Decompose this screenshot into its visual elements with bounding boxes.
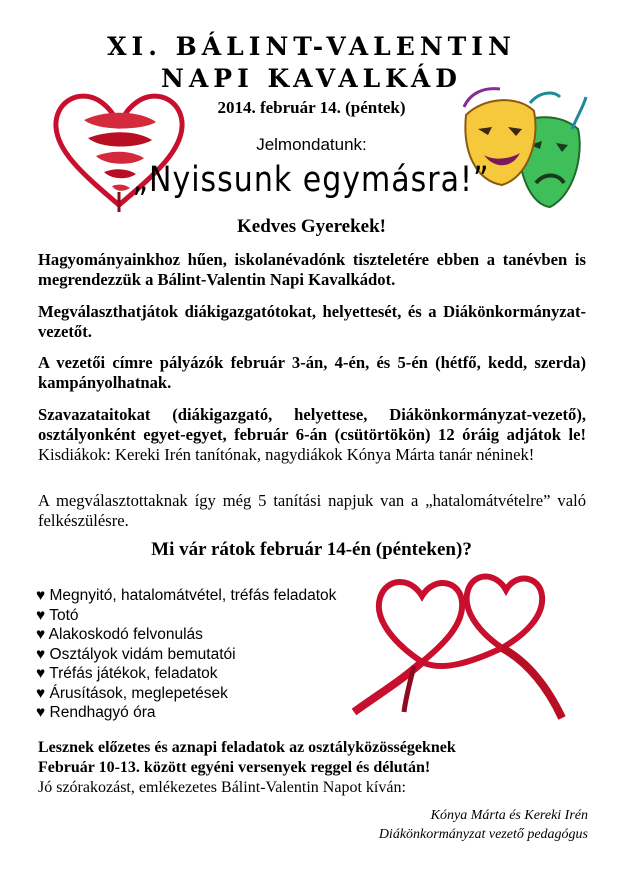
paragraph-preparation: A megválasztottaknak így még 5 tanítási napjuk van a „hatalomátvételre” való felkészülésre.: [38, 491, 586, 530]
signature-role: Diákönkormányzat vezető pedagógus: [378, 827, 588, 842]
list-item: ♥ Rendhagyó óra: [36, 704, 156, 721]
motto: „Nyissunk egymásra!”: [132, 160, 490, 201]
title-line-1: XI. BÁLINT-VALENTIN: [107, 32, 516, 61]
list-item: ♥ Tréfás játékok, feladatok: [36, 665, 218, 682]
list-item: ♥ Megnyitó, hatalomátvétel, tréfás feladatok: [36, 587, 337, 604]
list-item: ♥ Alakoskodó felvonulás: [36, 626, 203, 643]
heart-bullet-icon: ♥: [36, 626, 46, 643]
heart-bullet-icon: ♥: [36, 704, 46, 721]
paragraph-campaign: A vezetői címre pályázók február 3-án, 4-én, és 5-én (hétfő, kedd, szerda) kampányolhatnak.: [38, 353, 586, 392]
program-heading: Mi vár rátok február 14-én (pénteken)?: [151, 539, 472, 560]
ribbon-hearts-illustration: [352, 562, 592, 722]
greeting: Kedves Gyerekek!: [237, 216, 386, 237]
heart-bullet-icon: ♥: [36, 587, 46, 604]
heart-bullet-icon: ♥: [36, 665, 46, 682]
program-list: [36, 586, 336, 723]
voting-deadline-text: Szavazataitokat (diákigazgató, helyettese, Diákönkormányzat-vezető), osztályonként egyet-egyet, február 6-án (csütörtökön) 12 óráig adjátok le!: [38, 405, 586, 444]
heart-bullet-icon: ♥: [36, 684, 46, 702]
paragraph-tradition: Hagyományainkhoz hűen, iskolanévadónk tiszteletére ebben a tanévben is megrendezzük a Bálint-Valentin Napi Kavalkádot.: [38, 250, 586, 289]
heart-bullet-icon: ♥: [36, 606, 46, 624]
motto-label: Jelmondatunk:: [256, 135, 367, 154]
paragraph-election: Megválaszthatjátok diákigazgatótokat, helyettesét, és a Diákönkormányzat-vezetőt.: [38, 302, 586, 341]
list-item: ♥ Totó: [36, 606, 79, 624]
list-item: ♥ Árusítások, meglepetések: [36, 684, 228, 702]
closing-line-tasks: Lesznek előzetes és aznapi feladatok az osztályközösségeknek: [38, 739, 456, 756]
event-date: 2014. február 14. (péntek): [217, 98, 406, 117]
heart-bullet-icon: ♥: [36, 645, 46, 663]
title-line-2: NAPI KAVALKÁD: [161, 64, 462, 93]
paragraph-voting: [38, 405, 586, 465]
voting-recipients-text: Kisdiákok: Kereki Irén tanítónak, nagydiákok Kónya Márta tanár néninek!: [38, 445, 535, 464]
list-item: ♥ Osztályok vidám bemutatói: [36, 645, 236, 663]
closing-line-competitions: Február 10-13. között egyéni versenyek reggel és délután!: [38, 759, 431, 776]
signature-names: Kónya Márta és Kereki Irén: [430, 808, 588, 823]
closing-line-wishes: Jó szórakozást, emlékezetes Bálint-Valentin Napot kíván:: [38, 779, 406, 796]
